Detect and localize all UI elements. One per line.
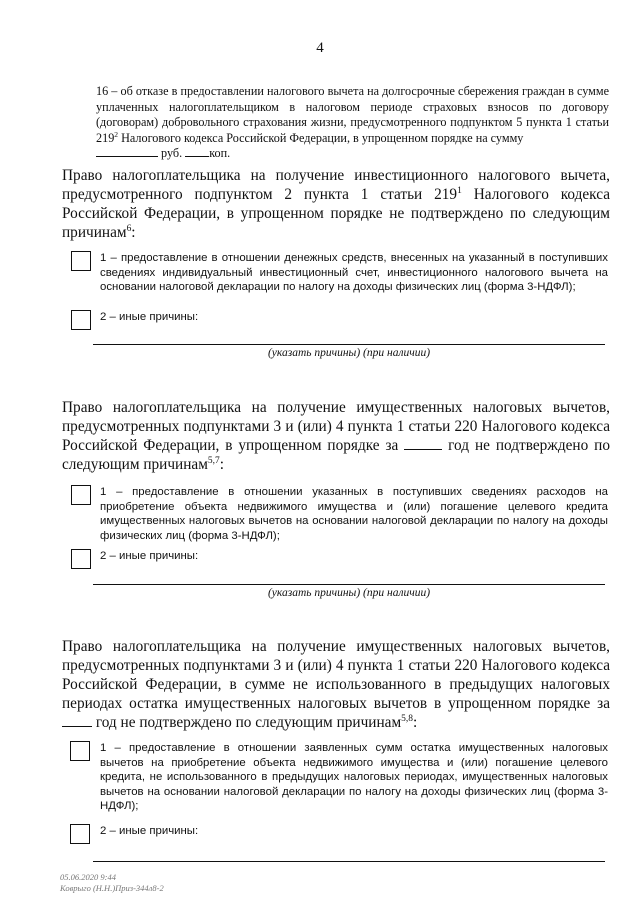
section-3-text-a: Право налогоплательщика на получение имущественных налоговых вычетов, предусмотренных подпунктами 3 и (или) 4 пункта 1 статьи 220 Налогового кодекса Российской Федерации, в сумме не использованного в предыдущих налоговых периодах остатка имущественных налоговых вычетов в упрощенном порядке за (62, 638, 610, 712)
section-2-footnote: 5,7 (207, 455, 220, 466)
section-1-text-c: : (131, 224, 136, 241)
section-2-option-1-checkbox[interactable] (71, 485, 91, 505)
item-16-paragraph (96, 84, 609, 162)
section-3-option-2-checkbox[interactable] (70, 824, 90, 844)
amount-kop-blank[interactable] (185, 155, 209, 157)
section-2-paragraph (62, 398, 610, 474)
item-16-text-after: Налогового кодекса Российской Федерации, в упрощенном порядке на сумму (118, 130, 524, 145)
section-2-reasons-line[interactable] (93, 584, 605, 585)
section-1-option-2-checkbox[interactable] (71, 310, 91, 330)
item-16-text: 16 – об отказе в предоставлении налогового вычета на долгосрочные сбережения граждан в сумме уплаченных налогоплательщиком в налоговом периоде страховых взносов по договору (договорам) добровольного страхования жизни, предусмотренного подпунктом 5 пункта 1 статьи 219 (96, 84, 609, 145)
section-3-option-1-checkbox[interactable] (70, 741, 90, 761)
section-2-text-a: Право налогоплательщика на получение имущественных налоговых вычетов, предусмотренных подпунктами 3 и (или) 4 пункта 1 статьи 220 Налогового кодекса Российской Федерации, в упрощенном порядке за (62, 399, 610, 454)
rub-label: руб. (161, 146, 183, 160)
footer-author: Коврыго (Н.Н.)Приз-344л8-2 (60, 883, 164, 893)
section-1-paragraph (62, 166, 610, 242)
item-16-footnote: 2 (114, 129, 119, 139)
section-1-text-b: Налогового кодекса Российской Федерации, в упрощенном порядке не подтверждено по следующим причинам (62, 186, 610, 241)
footer-date: 05.06.2020 9:44 (60, 872, 116, 882)
amount-rub-blank[interactable] (96, 155, 158, 157)
section-1-option-1-checkbox[interactable] (71, 251, 91, 271)
section-3-option-2-label: 2 – иные причины: (100, 825, 199, 837)
section-3-paragraph (62, 637, 610, 732)
kop-label: коп. (209, 146, 231, 160)
section-2-option-2-label: 2 – иные причины: (100, 550, 199, 562)
section-3-reasons-line[interactable] (93, 861, 605, 862)
section-3-footnote: 5,8 (401, 713, 413, 724)
section-1-footnote-a: 1 (457, 185, 462, 196)
section-3-option-1-label: 1 – предоставление в отношении заявленных сумм остатка имущественных налоговых вычетов на приобретение объекта недвижимого имущества и (или) погашение целевого кредита, не использованного в предыдущих налоговых периодах, имущественных налоговых вычетов на основании налоговой декларации по налогу на доходы физических лиц (форма 3-НДФЛ); (100, 742, 608, 813)
section-2-text-c: : (219, 456, 224, 473)
section-1-text-a: Право налогоплательщика на получение инвестиционного налогового вычета, предусмотренного подпунктом 2 пункта 1 статьи 219 (62, 167, 610, 203)
section-3-year-blank[interactable] (62, 725, 92, 727)
section-1-footnote-b: 6 (126, 223, 132, 234)
footer-stamp (60, 872, 260, 894)
section-1-reasons-line[interactable] (93, 344, 605, 345)
section-1-option-1-label: 1 – предоставление в отношении денежных средств, внесенных на указанный в поступивших сведениях индивидуальный инвестиционный счет, инвестиционного налогового вычета на основании налоговой декларации по налогу на доходы физических лиц (форма 3-НДФЛ); (100, 252, 608, 294)
section-3-text-b: год не подтверждено по следующим причинам (92, 714, 402, 731)
section-2-option-1-label: 1 – предоставление в отношении указанных в поступивших сведениях расходов на приобретение объекта недвижимого имущества и (или) погашение целевого кредита имущественных налоговых вычетов на основании налоговой декларации по налогу на доходы физических лиц (форма 3-НДФЛ); (100, 486, 608, 542)
section-1-reasons-caption: (указать причины) (при наличии) (267, 347, 431, 359)
section-1-option-2-label: 2 – иные причины: (100, 311, 199, 323)
section-3-text-c: : (412, 714, 418, 731)
section-2-year-blank[interactable] (404, 448, 442, 450)
page-number: 4 (316, 40, 324, 56)
section-2-reasons-caption: (указать причины) (при наличии) (267, 587, 431, 599)
section-2-text-b: год не подтверждено по следующим причинам (62, 437, 610, 473)
section-2-option-2-checkbox[interactable] (71, 549, 91, 569)
